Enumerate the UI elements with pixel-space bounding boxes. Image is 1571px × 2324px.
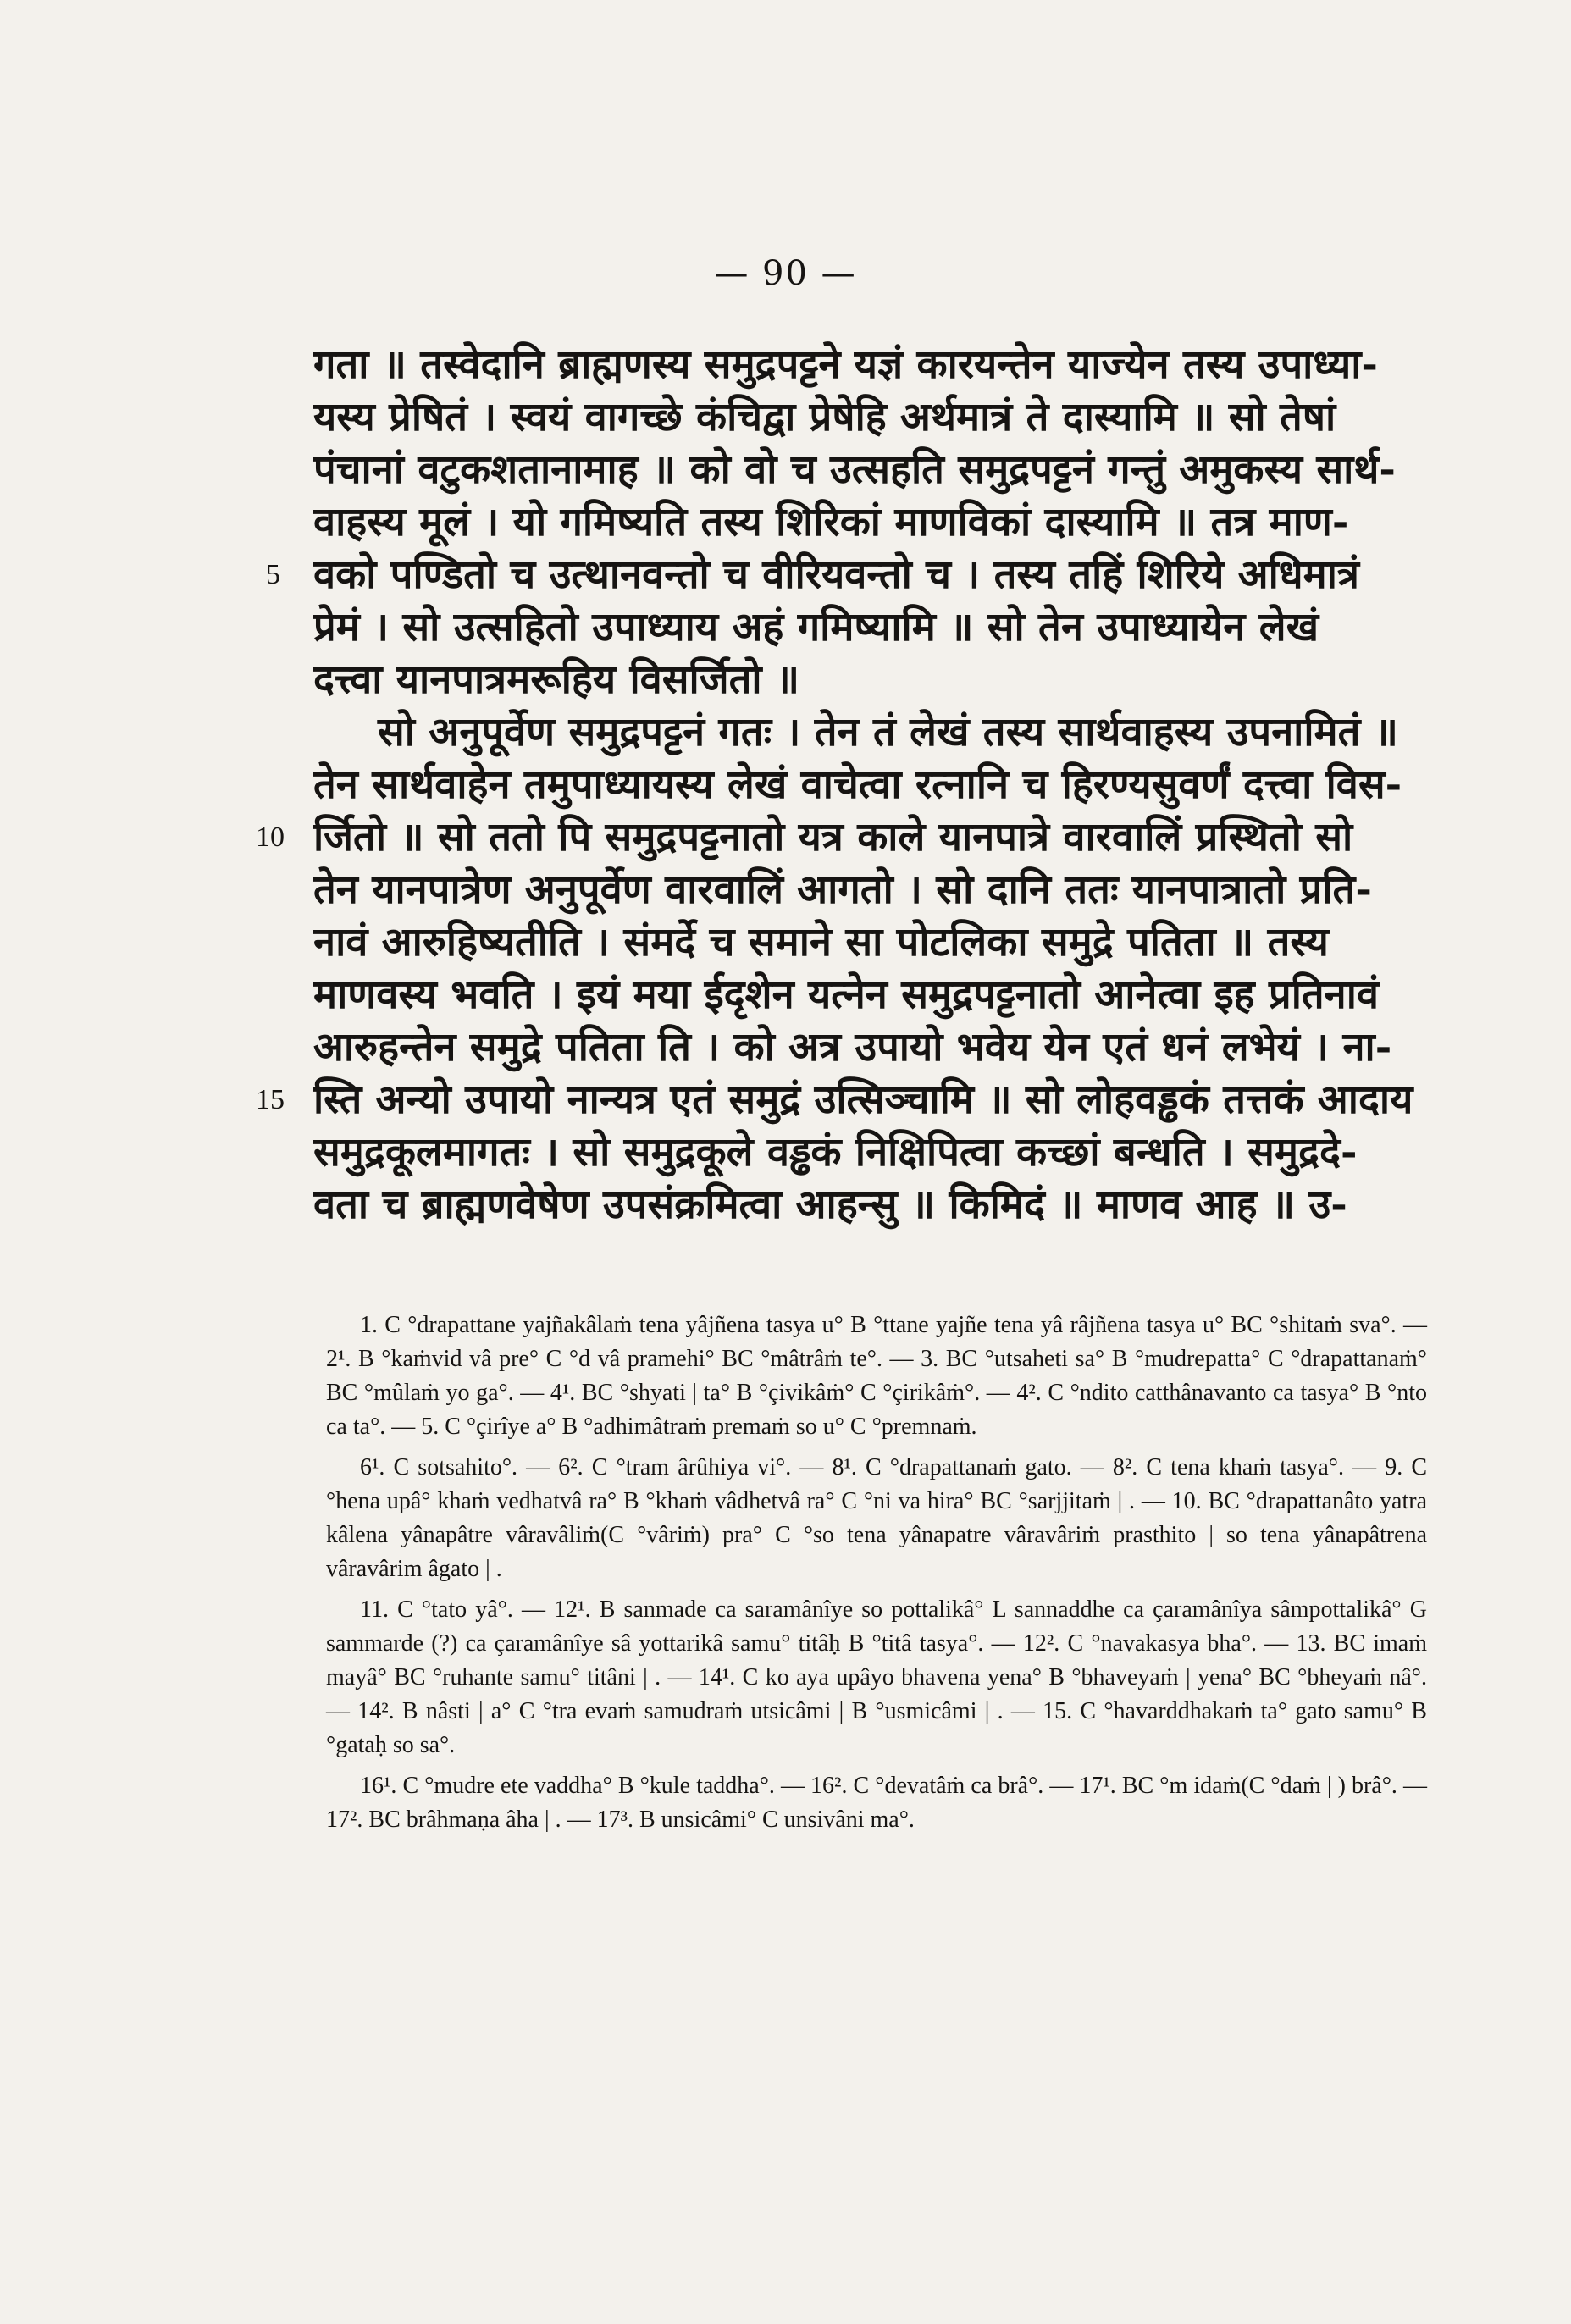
- text-line: [313, 759, 1440, 811]
- text-line: [313, 916, 1440, 969]
- line-text: वाहस्य मूलं । यो गमिष्यति तस्य शिरिकां माणविकां दास्यामि ॥ तत्र माण-: [313, 499, 1349, 545]
- line-text: वको पण्डितो च उत्थानवन्तो च वीरियवन्तो च । तस्य तहिं शिरिये अधिमात्रं: [313, 551, 1359, 598]
- footnote: 16¹. C °mudre ete vaddha° B °kule taddha°. — 16². C °devatâṁ ca brâ°. — 17¹. BC °m idaṁ(C °daṁ | ) brâ°. — 17². BC brâhmaṇa âha | . — 17³. B unsicâmi° C unsivâni ma°.: [326, 1773, 1427, 1833]
- line-text: स्ति अन्यो उपायो नान्यत्र एतं समुद्रं उत्सिञ्चामि ॥ सो लोहवड्ढकं तत्तकं आदाय: [313, 1076, 1413, 1123]
- line-text: पंचानां वटुकशतानामाह ॥ को वो च उत्सहति समुद्रपट्टनं गन्तुं अमुकस्य सार्थ-: [313, 446, 1396, 493]
- line-text: प्रेमं । सो उत्सहितो उपाध्याय अहं गमिष्यामि ॥ सो तेन उपाध्यायेन लेखं: [313, 604, 1319, 650]
- line-text: नावं आरुहिष्यतीति । संमर्दे च समाने सा पोटलिका समुद्रे पतिता ॥ तस्य: [313, 919, 1329, 966]
- line-text: तेन सार्थवाहेन तमुपाध्यायस्य लेखं वाचेत्वा रत्नानि च हिरण्यसुवर्णं दत्त्वा विस-: [313, 761, 1402, 808]
- devanagari-main-text: [256, 339, 1440, 1231]
- line-number: 15: [256, 1084, 285, 1115]
- line-text: समुद्रकूलमागतः । सो समुद्रकूले वड्ढकं निक्षिपित्वा कच्छां बन्धति । समुद्रदे-: [313, 1129, 1358, 1176]
- text-line: [313, 706, 1440, 759]
- text-line: [313, 654, 1440, 706]
- footnote: 6¹. C sotsahito°. — 6². C °tram ârûhiya vi°. — 8¹. C °drapattanaṁ gato. — 8². C tena khaṁ tasya°. — 9. C °hena upâ° khaṁ vedhatvâ ra° B °khaṁ vâdhetvâ ra° C °ni va hira° BC °sarjjitaṁ | . — 10. BC °drapattanâto yatra kâlena yânapâtre vâravâliṁ(C °vâriṁ) pra° C °so tena yânapatre vâravâriṁ prasthito | so tena yânapâtrena vâravârim âgato | .: [326, 1454, 1427, 1582]
- footnotes: [326, 1309, 1427, 1844]
- line-text: र्जितो ॥ सो ततो पि समुद्रपट्टनातो यत्र काले यानपात्रे वारवालिं प्रस्थितो सो: [313, 814, 1353, 860]
- page-number: — 90 —: [714, 254, 857, 293]
- text-line: [256, 811, 1440, 864]
- text-line: [313, 601, 1440, 654]
- text-line: [313, 444, 1440, 496]
- text-line: [256, 1074, 1440, 1126]
- line-text: आरुहन्तेन समुद्रे पतिता ति । को अत्र उपायो भवेय येन एतं धनं लभेयं । ना-: [313, 1024, 1392, 1071]
- text-line: [313, 1179, 1440, 1231]
- line-number: 10: [256, 822, 285, 853]
- footnote: 11. C °tato yâ°. — 12¹. B sanmade ca saramânîye so pottalikâ° L sannaddhe ca çaramânîya sâmpottalikâ° G sammarde (?) ca çaramânîye sâ yottarikâ samu° titâḥ B °titâ tasya°. — 12². C °navakasya bha°. — 13. BC imaṁ mayâ° BC °ruhante samu° titâni | . — 14¹. C ko aya upâyo bhavena yena° B °bhaveyaṁ | yena° BC °bheyaṁ nâ°. — 14². B nâsti | a° C °tra evaṁ samudraṁ utsicâmi | B °usmicâmi | . — 15. C °havarddhakaṁ ta° gato samu° B °gataḥ so sa°.: [326, 1596, 1427, 1758]
- text-line: [313, 1126, 1440, 1179]
- line-text: गता ॥ तस्वेदानि ब्राह्मणस्य समुद्रपट्टने यज्ञं कारयन्तेन याज्येन तस्य उपाध्या-: [313, 341, 1378, 388]
- line-text: दत्त्वा यानपात्रमरूहिय विसर्जितो ॥: [313, 656, 800, 703]
- text-line: [313, 391, 1440, 444]
- line-text: वता च ब्राह्मणवेषेण उपसंक्रमित्वा आहन्सु ॥ किमिदं ॥ माणव आह ॥ उ-: [313, 1181, 1347, 1228]
- text-line: [313, 1021, 1440, 1074]
- text-line: [313, 496, 1440, 549]
- text-line: [313, 339, 1440, 391]
- line-text: यस्य प्रेषितं । स्वयं वागच्छे कंचिद्वा प्रेषेहि अर्थमात्रं ते दास्यामि ॥ सो तेषां: [313, 394, 1336, 440]
- text-line: [313, 969, 1440, 1021]
- line-text: सो अनुपूर्वेण समुद्रपट्टनं गतः । तेन तं लेखं तस्य सार्थवाहस्य उपनामितं ॥: [378, 709, 1398, 755]
- text-line: [266, 549, 1440, 601]
- text-line: [313, 864, 1440, 916]
- line-number: 5: [266, 559, 280, 590]
- line-text: माणवस्य भवति । इयं मया ईदृशेन यत्नेन समुद्रपट्टनातो आनेत्वा इह प्रतिनावं: [313, 971, 1380, 1018]
- footnote: 1. C °drapattane yajñakâlaṁ tena yâjñena tasya u° B °ttane yajñe tena yâ râjñena tasya u° BC °shitaṁ sva°. — 2¹. B °kaṁvid vâ pre° C °d vâ pramehi° BC °mâtrâṁ te°. — 3. BC °utsaheti sa° B °mudrepatta° C °drapattanaṁ° BC °mûlaṁ yo ga°. — 4¹. BC °shyati | ta° B °çivikâṁ° C °çirikâṁ°. — 4². C °ndito catthânavanto ca tasya° B °nto ca ta°. — 5. C °çirîye a° B °adhimâtraṁ premaṁ so u° C °premnaṁ.: [326, 1312, 1427, 1440]
- line-text: तेन यानपात्रेण अनुपूर्वेण वारवालिं आगतो । सो दानि ततः यानपात्रातो प्रति-: [313, 866, 1372, 913]
